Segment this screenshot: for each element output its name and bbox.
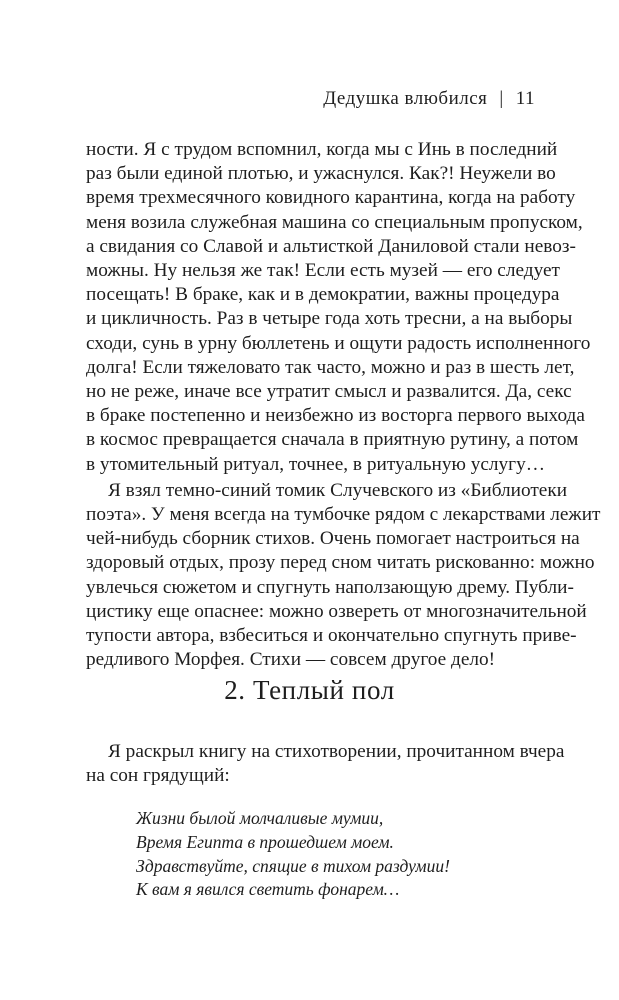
paragraph-2 xyxy=(86,479,601,673)
text-line: чей-нибудь сборник стихов. Очень помогает настроиться на xyxy=(86,528,580,550)
text-line: меня возила служебная машина со специальным пропуском, xyxy=(86,211,583,233)
paragraph-3 xyxy=(86,740,565,788)
text-line: раз были единой плотью, и ужаснулся. Как?! Неужели во xyxy=(86,163,556,185)
running-header xyxy=(323,88,535,110)
text-line: Я взял темно-синий томик Случевского из «Библиотеки xyxy=(108,479,568,501)
text-line: Я раскрыл книгу на стихотворении, прочитанном вчера xyxy=(108,741,565,762)
text-line: время трехмесячного ковидного карантина, когда на работу xyxy=(86,187,576,209)
text-line: можны. Ну нельзя же так! Если есть музей — его следует xyxy=(86,260,560,282)
text-line: но не реже, иначе все утратит смысл и развалится. Да, секс xyxy=(86,381,572,403)
header-separator: | xyxy=(499,88,504,109)
chapter-heading: 2. Теплый пол xyxy=(224,675,395,705)
page-number: 11 xyxy=(515,88,535,109)
poem-line: Время Египта в прошедшем моем. xyxy=(136,831,394,852)
text-line: на сон грядущий: xyxy=(86,765,230,787)
poem-quote xyxy=(136,807,450,902)
poem-line: Здравствуйте, спящие в тихом раздумии! xyxy=(136,855,450,876)
poem-line: Жизни былой молчаливые мумии, xyxy=(136,808,384,828)
text-line: сходи, сунь в урну бюллетень и ощути радость исполненного xyxy=(86,332,591,354)
text-line: долга! Если тяжеловато так часто, можно и раз в шесть лет, xyxy=(86,356,575,378)
text-line: и цикличность. Раз в четыре года хоть тресни, а на выборы xyxy=(86,308,573,330)
text-line: тупости автора, взбеситься и окончательно спугнуть приве- xyxy=(86,625,577,647)
text-line: редливого Морфея. Стихи — совсем другое дело! xyxy=(86,649,496,671)
text-line: в браке постепенно и неизбежно из восторга первого выхода xyxy=(86,405,585,427)
poem-line: К вам я явился светить фонарем… xyxy=(136,879,400,900)
text-line: ности. Я с трудом вспомнил, когда мы с Инь в последний xyxy=(86,139,558,160)
text-line: поэта». У меня всегда на тумбочке рядом с лекарствами лежит xyxy=(86,504,601,526)
text-line: в утомительный ритуал, точнее, в ритуальную услугу… xyxy=(86,453,545,475)
body-text xyxy=(86,138,601,674)
text-line: здоровый отдых, прозу перед сном читать рискованно: можно xyxy=(86,552,595,574)
text-line: увлечься сюжетом и спугнуть наползающую дрему. Публи- xyxy=(86,576,574,598)
paragraph-1 xyxy=(86,138,591,477)
text-line: а свидания со Славой и альтисткой Даниловой стали невоз- xyxy=(86,235,576,257)
text-line: в космос превращается сначала в приятную рутину, а потом xyxy=(86,429,579,451)
running-title: Дедушка влюбился xyxy=(323,88,488,109)
text-line: цистику еще опаснее: можно озвереть от многозначительной xyxy=(86,600,587,622)
text-line: посещать! В браке, как и в демократии, важны процедура xyxy=(86,284,560,306)
